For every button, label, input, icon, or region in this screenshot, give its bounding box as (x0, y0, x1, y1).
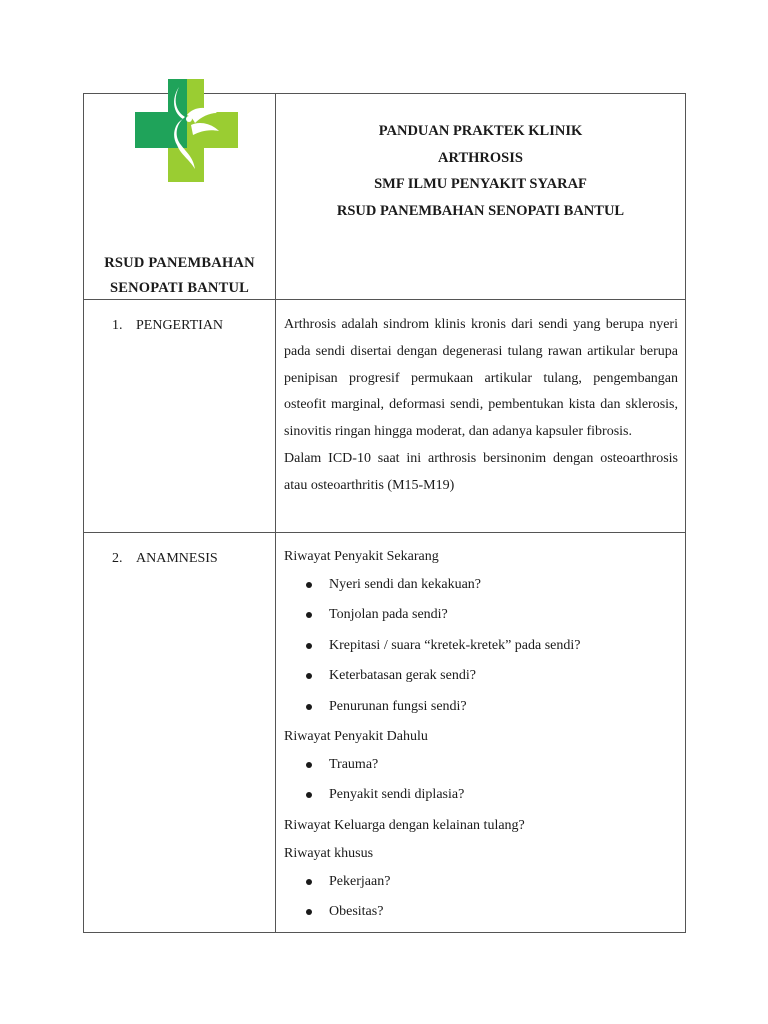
section-label-cell (84, 300, 276, 533)
anamnesis-content (276, 533, 685, 923)
icd-paragraph: Dalam ICD-10 saat ini arthrosis bersinonim dengan osteoarthrosis atau osteoarthritis (M15-M19) (284, 450, 678, 493)
list-item: Keterbatasan gerak sendi? (284, 665, 678, 687)
section-title: PENGERTIAN (136, 318, 224, 333)
title-cell (276, 94, 686, 300)
list-item: Nyeri sendi dan kekakuan? (284, 574, 678, 596)
anamnesis-bullet-list (284, 871, 678, 923)
section-content-cell (276, 533, 686, 933)
list-item: Penyakit sendi diplasia? (284, 784, 678, 806)
document-title-block (276, 94, 685, 224)
title-line-hospital: RSUD PANEMBAHAN SENOPATI BANTUL (336, 202, 625, 219)
clinical-guide-table (83, 93, 686, 933)
anamnesis-group-heading: Riwayat Penyakit Sekarang (284, 549, 439, 564)
list-item: Krepitasi / suara “kretek-kretek” pada sendi? (284, 635, 678, 657)
list-item: Pekerjaan? (284, 871, 678, 893)
section-row-pengertian (84, 300, 686, 533)
section-number: 2. (112, 551, 123, 566)
anamnesis-bullet-list (284, 574, 678, 718)
anamnesis-group-heading: Riwayat Keluarga dengan kelainan tulang? (284, 817, 525, 833)
section-content-cell (276, 300, 686, 533)
definition-text (276, 300, 685, 510)
section-label-anamnesis (84, 533, 275, 570)
anamnesis-group-heading: Riwayat khusus (284, 845, 374, 861)
list-item: Obesitas? (284, 901, 678, 923)
anamnesis-group-heading: Riwayat Penyakit Dahulu (284, 728, 428, 744)
hospital-cross-logo-icon (135, 79, 238, 182)
anamnesis-bullet-list (284, 754, 678, 806)
section-number: 1. (112, 318, 123, 333)
list-item: Trauma? (284, 754, 678, 776)
section-title: ANAMNESIS (136, 551, 218, 566)
section-label-pengertian (84, 300, 275, 337)
hospital-name-line2: SENOPATI BANTUL (109, 280, 250, 296)
section-label-cell (84, 533, 276, 933)
definition-paragraph: Arthrosis adalah sindrom klinis kronis dari sendi yang berupa nyeri pada sendi disertai dengan degenerasi tulang rawan artikular berupa penipisan progresif permukaan artikular tulang, pengembangan osteofit marginal, deformasi sendi, pembentukan kista dan sklerosis, sinovitis ringan hingga moderat, dan adanya kapsuler fibrosis. (284, 317, 678, 440)
hospital-name (84, 251, 275, 301)
header-row (84, 94, 686, 300)
list-item: Penurunan fungsi sendi? (284, 696, 678, 718)
title-line-guide: PANDUAN PRAKTEK KLINIK (378, 123, 583, 139)
hospital-identity-cell (84, 94, 276, 300)
hospital-name-line1: RSUD PANEMBAHAN (104, 255, 255, 271)
title-line-department: SMF ILMU PENYAKIT SYARAF (374, 176, 587, 192)
title-line-topic: ARTHROSIS (438, 149, 523, 166)
section-row-anamnesis (84, 533, 686, 933)
list-item: Tonjolan pada sendi? (284, 604, 678, 626)
